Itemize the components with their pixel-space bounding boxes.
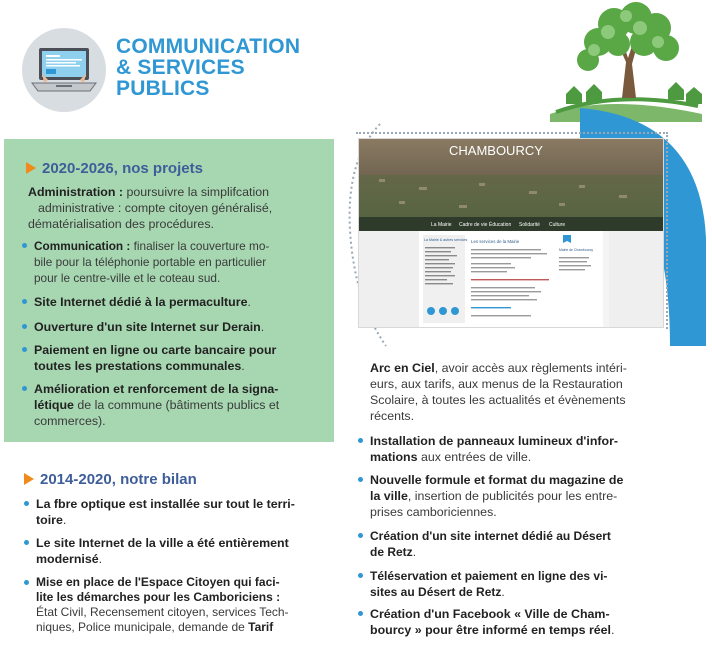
website-screenshot (358, 138, 664, 328)
list-item-text: Site Internet dédié à la permaculture. (34, 295, 251, 309)
orange-arrow-icon (26, 162, 36, 174)
para-line (28, 184, 314, 200)
para-text: dématérialisation des procédures. (28, 217, 214, 231)
title-line-3: PUBLICS (116, 77, 210, 100)
item-line: Téléservation et paiement en ligne des vi- (370, 569, 608, 583)
para-bold: Administration : (28, 185, 123, 199)
item-line: la ville, insertion de publicités pour les entre- (370, 489, 618, 503)
list-item (24, 575, 336, 635)
para-text: administrative : compte citoyen généralisé, (38, 201, 273, 215)
item-line: toutes les prestations communales. (34, 359, 245, 373)
site-name: CHAMBOURCY (449, 143, 543, 158)
list-item (24, 496, 336, 528)
item-line: bile pour la téléphonie portable en particulier (34, 255, 267, 269)
item-line: Le site Internet de la ville a été entièrement (36, 536, 289, 550)
list-item-text: Ouverture d'un site Internet sur Derain. (34, 320, 265, 334)
bullet-icon (24, 501, 29, 506)
item-line: toire. (36, 513, 67, 527)
site-nav-item: Éducation (489, 222, 512, 228)
list-item (22, 294, 322, 310)
para-line: récents. (370, 409, 415, 423)
para-line: Scolaire, à toutes les actualités et évènements (370, 393, 626, 407)
bullet-icon (22, 324, 27, 329)
item-line: Amélioration et renforcement de la signa- (34, 382, 279, 396)
list-item (358, 568, 688, 600)
bullet-icon (22, 386, 27, 391)
title-line-2: & SERVICES (116, 56, 245, 79)
item-line: mations aux entrées de ville. (370, 450, 532, 464)
list-item-text (358, 568, 688, 600)
item-line: pour le centre-ville et le coteau sud. (34, 271, 221, 285)
list-item-text (22, 342, 322, 374)
administration-paragraph (28, 184, 314, 232)
list-item-text (24, 535, 336, 567)
bilan-heading (24, 471, 197, 488)
list-item-text (22, 381, 322, 429)
list-item (22, 238, 322, 286)
orange-arrow-icon (24, 473, 34, 485)
list-item-text (358, 433, 688, 465)
bullet-icon (24, 580, 29, 585)
bullet-icon (358, 533, 363, 538)
list-item (358, 606, 688, 638)
item-line: modernisé. (36, 552, 103, 566)
list-item (24, 535, 336, 567)
bilan-heading-text: 2014-2020, notre bilan (40, 471, 197, 488)
arc-en-ciel-paragraph (370, 360, 688, 424)
item-line: commerces). (34, 414, 106, 428)
list-item-text (358, 606, 688, 638)
item-line: Installation de panneaux lumineux d'infor- (370, 434, 619, 448)
item-line: Paiement en ligne ou carte bancaire pour (34, 343, 277, 357)
item-line: Création d'un Facebook « Ville de Cham- (370, 607, 610, 621)
para-line (28, 216, 314, 232)
item-line: prises camboriciennes. (370, 505, 497, 519)
list-item (358, 528, 688, 560)
site-nav-item: La Mairie (431, 222, 452, 228)
item-line: niques, Police municipale, demande de Tarif (36, 620, 274, 634)
site-nav-item: Solidarité (519, 222, 540, 228)
bullet-icon (358, 477, 363, 482)
item-line: Création d'un site internet dédié au Désert (370, 529, 611, 543)
item-line: sites au Désert de Retz. (370, 585, 505, 599)
list-item-text (22, 238, 322, 286)
item-line: Communication : finaliser la couverture mo- (34, 239, 270, 253)
item-line: Nouvelle formule et format du magazine de (370, 473, 624, 487)
site-nav-item: Culture (549, 222, 566, 228)
bullet-icon (358, 611, 363, 616)
bullet-icon (358, 573, 363, 578)
bullet-icon (22, 299, 27, 304)
list-item (22, 381, 322, 429)
list-item-text (358, 528, 688, 560)
title-line-1: COMMUNICATION (116, 35, 301, 58)
item-line: bourcy » pour être informé en temps réel. (370, 623, 615, 637)
list-item (22, 342, 322, 374)
tree-logo (548, 2, 704, 122)
projects-heading-text: 2020-2026, nos projets (42, 160, 203, 177)
para-line (28, 200, 314, 216)
list-item (358, 472, 688, 520)
item-line: Mise en place de l'Espace Citoyen qui faci- (36, 575, 280, 589)
list-item (22, 319, 322, 335)
list-item (358, 433, 688, 465)
bullet-icon (358, 438, 363, 443)
item-line: La fbre optique est installée sur tout le terri- (36, 497, 295, 511)
laptop-icon (22, 28, 106, 112)
list-item-text (24, 575, 336, 635)
para-line: Arc en Ciel, avoir accès aux règlements intéri- (370, 361, 627, 375)
projects-heading (26, 160, 203, 177)
bullet-icon (24, 540, 29, 545)
page-title (116, 36, 300, 99)
list-item-text (24, 496, 336, 528)
item-line: lite les démarches pour les Camboriciens : (36, 590, 281, 604)
item-line: État Civil, Recensement citoyen, services Tech- (36, 605, 289, 619)
bullet-icon (22, 347, 27, 352)
para-line: eurs, aux tarifs, aux menus de la Restauration (370, 377, 623, 391)
para-text: poursuivre la simplifcation (123, 185, 269, 199)
site-side-heading: La Mairie & autres services (424, 238, 468, 242)
site-contact-heading: Mairie de Chambourcy (559, 248, 594, 252)
item-line: de Retz. (370, 545, 417, 559)
site-nav-item: Cadre de vie (459, 222, 488, 228)
list-item-text (358, 472, 688, 520)
bullet-icon (22, 243, 27, 248)
item-line: létique de la commune (bâtiments publics et (34, 398, 280, 412)
site-page-heading: Les services de la Mairie (471, 239, 520, 244)
